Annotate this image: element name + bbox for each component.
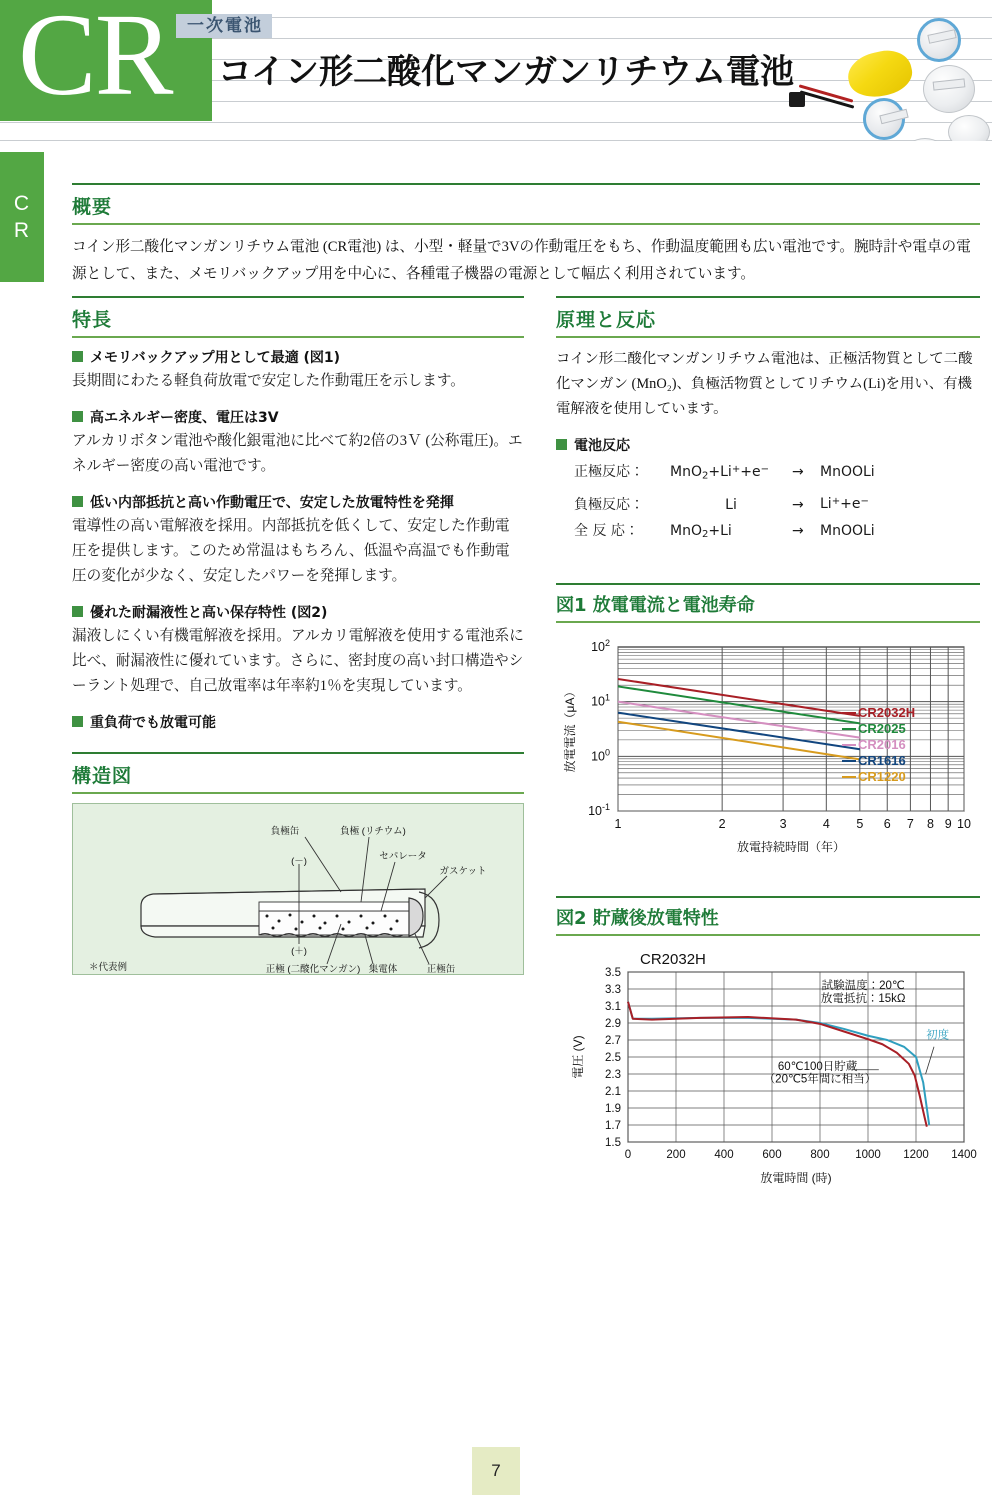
fig2-x-tick: 600 <box>762 1148 782 1161</box>
fig2-x-tick: 1000 <box>855 1148 881 1161</box>
sidebar-tab-letter-c: C <box>13 192 31 215</box>
section-figure1 <box>556 583 980 868</box>
feature-title-row <box>72 712 524 732</box>
reaction-row <box>556 491 980 515</box>
figure2-heading-bar <box>556 896 980 936</box>
fig2-x-tick: 800 <box>810 1148 830 1161</box>
cr-logo-text: CR <box>18 0 172 120</box>
label-positive-mno2: 正極 (二酸化マンガン) <box>265 964 361 975</box>
reaction-list <box>556 459 980 545</box>
figure2-heading: 図2 貯蔵後放電特性 <box>556 907 719 929</box>
fig1-x-tick: 9 <box>944 816 952 831</box>
fig1-y-tick: $10^1$ <box>591 692 610 709</box>
feature-body: 長期間にわたる軽負荷放電で安定した作動電圧を示します。 <box>72 373 465 389</box>
bullet-square-icon <box>72 411 83 422</box>
fig2-y-tick: 3.3 <box>605 983 621 996</box>
reaction-heading: 電池反応 <box>574 438 630 454</box>
primary-battery-badge: 一次電池 <box>176 14 272 38</box>
fig2-y-tick: 3.1 <box>605 1000 621 1013</box>
fig2-y-tick: 2.7 <box>605 1034 621 1047</box>
figure1-svg <box>556 633 980 863</box>
label-negative-lithium: 負極 (リチウム) <box>340 826 406 837</box>
feature-title: 高エネルギー密度、電圧は3V <box>90 410 279 426</box>
fig1-x-tick: 10 <box>957 816 971 831</box>
figure1-heading-bar <box>556 583 980 623</box>
structure-heading-bar <box>72 752 524 794</box>
cathode-region <box>259 911 409 935</box>
section-features <box>72 296 524 732</box>
feature-title-row <box>72 347 524 367</box>
fig2-y-tick: 1.7 <box>605 1119 621 1132</box>
fig1-x-tick: 8 <box>926 816 934 831</box>
fig2-annotation-1: 放電抵抗：15kΩ <box>820 992 906 1005</box>
fig1-y-tick: $10^2$ <box>591 637 610 654</box>
coin-cell-silver-bottom-left <box>903 138 947 141</box>
principle-paragraph: コイン形二酸化マンガンリチウム電池は、正極活物質として二酸化マンガン (MnO₂)、負極活物質としてリチウム(Li)を用い、有機電解液を使用しています。 <box>556 351 973 417</box>
feature-item <box>72 712 524 732</box>
reaction-left: MnO$_2$+Li <box>670 522 732 540</box>
fig2-x-tick: 1400 <box>951 1148 977 1161</box>
fig2-x-tick: 400 <box>714 1148 734 1161</box>
features-heading: 特長 <box>72 309 113 331</box>
separator-strip <box>259 902 409 911</box>
feature-title-row <box>72 492 524 512</box>
reaction-arrow: → <box>792 496 804 513</box>
fig2-annotation-4: （20℃5年間に相当） <box>763 1073 877 1086</box>
reaction-left: Li <box>725 496 737 513</box>
sidebar-tab-letter-r: R <box>13 219 31 242</box>
feature-title-row <box>72 602 524 622</box>
fig2-annotation-3: 60℃100日貯蔵 <box>777 1060 858 1073</box>
overview-paragraph: コイン形二酸化マンガンリチウム電池 (CR電池) は、小型・軽量で3Vの作動電圧をもち、作動温度範囲も広い電池です。腕時計や電卓の電源として、また、メモリバックアップ用を中心に、各種電子機器の電源として幅広く利用されています。 <box>72 239 971 282</box>
structure-heading: 構造図 <box>72 765 133 787</box>
fig1-x-tick: 4 <box>822 816 830 831</box>
feature-item <box>72 602 524 699</box>
fig2-y-tick: 3.5 <box>605 966 621 979</box>
page-number: 7 <box>472 1447 520 1495</box>
fig1-x-tick: 7 <box>906 816 914 831</box>
fig1-ylabel: 放電電流（μA） <box>563 685 577 773</box>
bullet-square-icon <box>72 351 83 362</box>
feature-body: 漏液しにくい有機電解液を採用。アルカリ電解液を使用する電池系に比べ、耐漏液性に優れています。さらに、密封度の高い封口構造やシーラント処理で、自己放電率は年率約1％を実現しています。 <box>72 628 524 694</box>
fig2-y-tick: 1.9 <box>605 1102 621 1115</box>
label-separator: セパレータ <box>379 851 427 862</box>
fig1-x-tick: 2 <box>718 816 726 831</box>
reaction-heading-row <box>556 435 980 455</box>
coin-cell-silver-bottom-right <box>948 115 990 141</box>
reaction-row <box>556 521 980 545</box>
fig1-y-tick: $10^0$ <box>591 747 610 764</box>
label-gasket: ガスケット <box>439 866 487 877</box>
principle-heading-bar <box>556 296 980 338</box>
fig1-x-tick: 5 <box>856 816 864 831</box>
label-positive-can: 正極缶 <box>426 964 456 975</box>
bullet-square-icon <box>556 439 567 450</box>
yellow-wrapped-battery <box>844 46 916 102</box>
fig2-ylabel: 電圧 (V) <box>571 1035 585 1079</box>
sidebar-tab-cr[interactable] <box>0 152 44 282</box>
reaction-row <box>556 459 980 486</box>
feature-title: 優れた耐漏液性と高い保存特性 (図2) <box>90 605 328 621</box>
structure-note: ＊代表例 <box>89 962 128 973</box>
reaction-right: MnOOLi <box>820 464 875 481</box>
fig2-y-tick: 2.9 <box>605 1017 621 1030</box>
fig2-x-tick: 0 <box>624 1148 632 1161</box>
overview-heading-bar <box>72 183 980 225</box>
fig2-annotation-2: 初度 <box>926 1029 950 1042</box>
battery-connector <box>789 92 805 107</box>
fig2-x-tick: 200 <box>666 1148 686 1161</box>
label-minus: (－) <box>291 856 307 867</box>
label-plus: (＋) <box>291 946 307 957</box>
fig1-x-tick: 6 <box>883 816 891 831</box>
page-footer <box>0 1442 992 1500</box>
reaction-label: 負極反応： <box>574 496 644 513</box>
fig1-legend-CR2032H: CR2032H <box>858 704 916 720</box>
bullet-square-icon <box>72 716 83 727</box>
fig2-y-tick: 2.5 <box>605 1051 621 1064</box>
page-header <box>0 0 992 141</box>
reaction-arrow: → <box>792 464 804 481</box>
label-collector: 集電体 <box>368 964 398 975</box>
structure-diagram-svg <box>73 804 525 976</box>
reaction-right: MnOOLi <box>820 522 875 539</box>
fig1-legend-CR1220: CR1220 <box>858 768 906 784</box>
reaction-arrow: → <box>792 522 804 539</box>
feature-title: 低い内部抵抗と高い作動電圧で、安定した放電特性を発揮 <box>90 495 454 511</box>
reaction-label: 全 反 応： <box>574 522 639 539</box>
page-title: コイン形二酸化マンガンリチウム電池 <box>218 52 794 92</box>
figure2-svg <box>556 946 980 1196</box>
section-structure <box>72 752 524 975</box>
feature-title: メモリバックアップ用として最適 (図1) <box>90 350 341 366</box>
section-overview <box>72 183 980 288</box>
bullet-square-icon <box>72 606 83 617</box>
feature-item <box>72 492 524 589</box>
fig2-xlabel: 放電時間 (時) <box>760 1170 832 1185</box>
fig2-y-tick: 2.1 <box>605 1085 621 1098</box>
section-figure2 <box>556 896 980 1201</box>
features-heading-bar <box>72 296 524 338</box>
fig1-y-tick: $10^{-1}$ <box>588 801 610 818</box>
bullet-square-icon <box>72 496 83 507</box>
reaction-left: MnO$_2$+Li++e− <box>670 464 770 482</box>
label-negative-can: 負極缶 <box>270 826 300 837</box>
fig1-legend-CR2025: CR2025 <box>858 720 906 736</box>
fig1-xlabel: 放電持続時間（年） <box>736 839 846 854</box>
feature-title-row <box>72 407 524 427</box>
feature-body: 電導性の高い電解液を採用。内部抵抗を低くして、安定した作動電圧を提供します。このため常温はもちろん、低温や高温でも作動電圧の変化が少なく、安定したパワーを発揮します。 <box>72 518 510 584</box>
feature-body: アルカリボタン電池や酸化銀電池に比べて約2倍の3Ｖ (公称電圧)。エネルギー密度の高い電池です。 <box>72 433 523 474</box>
fig1-x-tick: 3 <box>779 816 787 831</box>
reaction-label: 正極反応： <box>574 464 644 481</box>
left-column <box>72 296 524 975</box>
fig1-legend-CR1616: CR1616 <box>858 752 906 768</box>
fig2-y-tick: 1.5 <box>605 1136 621 1149</box>
reaction-right: Li++e− <box>820 496 869 513</box>
feature-item <box>72 347 524 394</box>
figure1-chart <box>556 633 980 868</box>
fig2-x-tick: 1200 <box>903 1148 929 1161</box>
fig2-annotation-0: 試験温度：20℃ <box>821 979 905 992</box>
section-principle <box>556 296 980 545</box>
fig2-model-label: CR2032H <box>640 950 706 968</box>
right-column <box>556 296 980 1201</box>
fig1-x-tick: 1 <box>614 816 622 831</box>
product-photo-group <box>770 0 992 141</box>
principle-heading: 原理と反応 <box>556 309 657 331</box>
figure2-chart <box>556 946 980 1201</box>
figure1-heading: 図1 放電電流と電池寿命 <box>556 594 755 616</box>
feature-title: 重負荷でも放電可能 <box>90 715 216 731</box>
feature-item <box>72 407 524 479</box>
fig1-legend-CR2016: CR2016 <box>858 736 906 752</box>
fig2-y-tick: 2.3 <box>605 1068 621 1081</box>
overview-heading: 概要 <box>72 196 113 218</box>
structure-diagram <box>72 803 524 975</box>
